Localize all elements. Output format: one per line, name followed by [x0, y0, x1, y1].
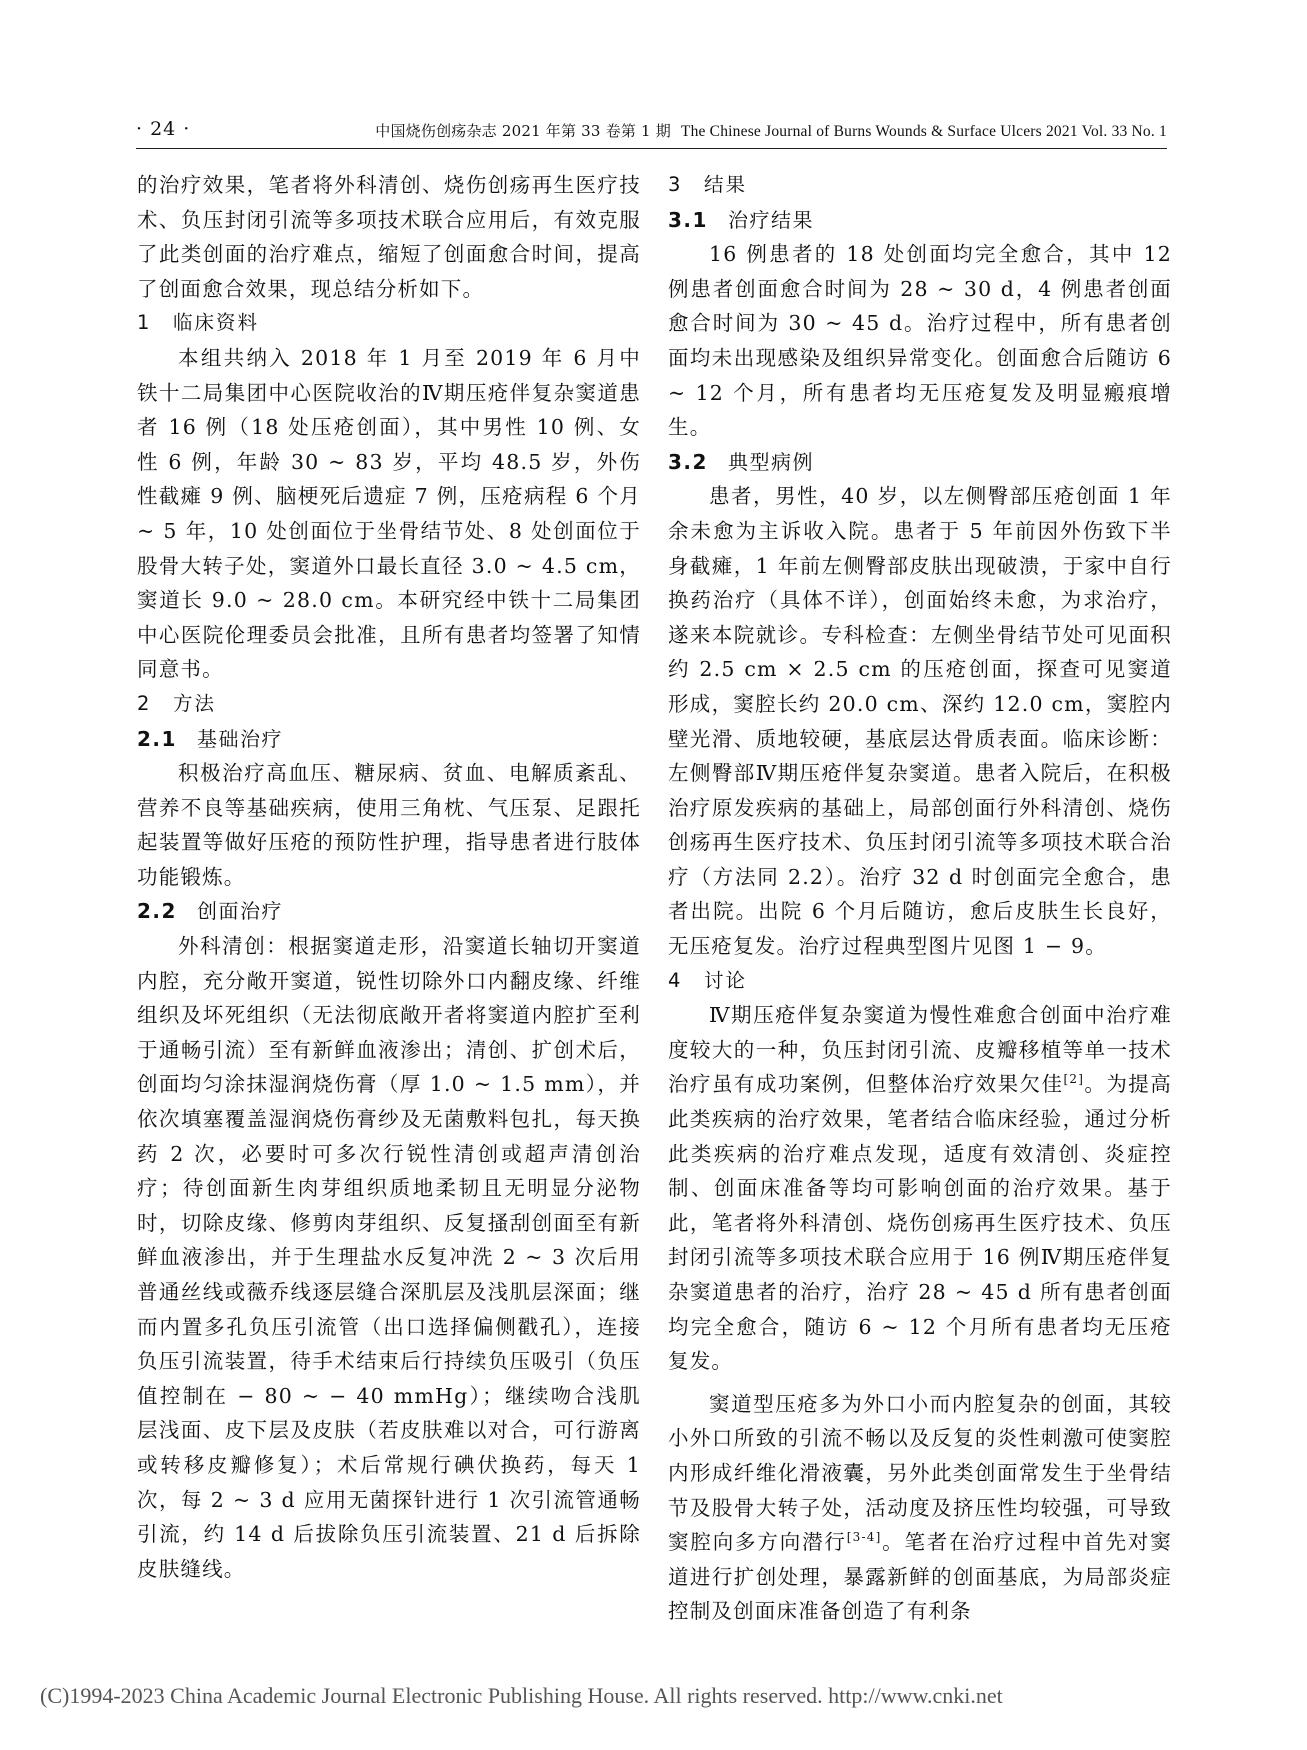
section-heading-2	[137, 687, 641, 722]
section-title: 方法	[173, 691, 217, 715]
paragraph-gap	[668, 1379, 1172, 1387]
subsection-heading-3-2	[668, 445, 1172, 480]
subsection-heading-2-2	[137, 894, 641, 929]
section-heading-3	[668, 168, 1172, 203]
paragraph-basic-treatment: 积极治疗高血压、糖尿病、贫血、电解质紊乱、营养不良等基础疾病，使用三角枕、气压泵、足跟托起装置等做好压疮的预防性护理，指导患者进行肢体功能锻炼。	[137, 761, 641, 889]
right-column	[668, 168, 1172, 1629]
section-heading-4	[668, 964, 1172, 999]
section-number: 2	[137, 691, 152, 715]
discussion-2-text-b: 。笔者在治疗过程中首先对窦道进行扩创处理，暴露新鲜的创面基底，为局部炎症控制及创面床准备创造了有利条	[668, 1530, 1172, 1624]
paragraph-typical-case: 患者，男性，40 岁，以左侧臀部压疮创面 1 年余未愈为主诉收入院。患者于 5 年前因外伤致下半身截瘫，1 年前左侧臀部皮肤出现破溃，于家中自行换药治疗（具体不详），创面始终未愈，为求治疗，遂来本院就诊。专科检查：左侧坐骨结节处可见面积约 2.5 cm × 2.5 cm 的压疮创面，探查可见窦道形成，窦腔长约 20.0 cm、深约 12.0 cm，窦腔内壁光滑、质地较硬，基底层达骨质表面。临床诊断：左侧臀部Ⅳ期压疮伴复杂窦道。患者入院后，在积极治疗原发疾病的基础上，局部创面行外科清创、烧伤创疡再生医疗技术、负压封闭引流等多项技术联合治疗（方法同 2.2）。治疗 32 d 时创面完全愈合，患者出院。出院 6 个月后随访，愈后皮肤生长良好，无压疮复发。治疗过程典型图片见图 1 − 9。	[668, 484, 1172, 959]
subsection-title: 治疗结果	[728, 207, 814, 232]
section-title: 临床资料	[173, 311, 260, 335]
discussion-1-text-b: 。为提高此类疾病的治疗效果，笔者结合临床经验，通过分析此类疾病的治疗难点发现，适度有效清创、炎症控制、创面床准备等均可影响创面的治疗效果。基于此，笔者将外科清创、烧伤创疡再生医疗技术、负压封闭引流等多项技术联合应用于 16 例Ⅳ期压疮伴复杂窦道患者的治疗，治疗 28 ~ 45 d 所有患者创面均完全愈合，随访 6 ~ 12 个月所有患者均无压疮复发。	[668, 1072, 1172, 1374]
paragraph-treatment-results: 16 例患者的 18 处创面均完全愈合，其中 12 例患者创面愈合时间为 28 ~ 30 d，4 例患者创面愈合时间为 30 ~ 45 d。治疗过程中，所有患者创面均未出现感染及组织异常变化。创面愈合后随访 6 ~ 12 个月，所有患者均无压疮复发及明显瘢痕增生。	[668, 242, 1172, 440]
paragraph-clinical-data: 本组共纳入 2018 年 1 月至 2019 年 6 月中铁十二局集团中心医院收治的Ⅳ期压疮伴复杂窦道患者 16 例（18 处压疮创面），其中男性 10 例、女性 6 例，年龄 30 ~ 83 岁，平均 48.5 岁，外伤性截瘫 9 例、脑梗死后遗症 7 例，压疮病程 6 个月 ~ 5 年，10 处创面位于坐骨结节处、8 处创面位于股骨大转子处，窦道外口最长直径 3.0 ~ 4.5 cm，窦道长 9.0 ~ 28.0 cm。本研究经中铁十二局集团中心医院伦理委员会批准，且所有患者均签署了知情同意书。	[137, 345, 641, 682]
journal-title-cn: 中国烧伤创疡杂志 2021 年第 33 卷第 1 期	[375, 122, 671, 140]
intro-continuation: 的治疗效果，笔者将外科清创、烧伤创疡再生医疗技术、负压封闭引流等多项技术联合应用后，有效克服了此类创面的治疗难点，缩短了创面愈合时间，提高了创面愈合效果，现总结分析如下。	[137, 173, 641, 301]
citation-ref: [3-4]	[846, 1530, 882, 1545]
citation-ref: [2]	[1063, 1072, 1085, 1087]
subsection-heading-2-1	[137, 722, 641, 757]
subsection-title: 创面治疗	[197, 899, 283, 924]
copyright-footer: (C)1994-2023 China Academic Journal Electronic Publishing House. All rights reserved. http://www.cnki.net	[40, 1683, 1003, 1708]
subsection-title: 基础治疗	[197, 726, 283, 751]
subsection-number: 2.1	[137, 726, 177, 751]
section-heading-1	[137, 306, 641, 341]
section-title: 讨论	[704, 968, 748, 992]
subsection-number: 2.2	[137, 899, 177, 924]
header-rule	[136, 148, 1167, 149]
left-column	[137, 168, 641, 1586]
section-number: 4	[668, 968, 683, 992]
subsection-title: 典型病例	[728, 449, 814, 474]
discussion-1-text-a: Ⅳ期压疮伴复杂窦道为慢性难愈合创面中治疗难度较大的一种，负压封闭引流、皮瓣移植等单一技术治疗虽有成功案例，但整体治疗效果欠佳	[668, 1003, 1172, 1097]
subsection-heading-3-1	[668, 203, 1172, 238]
paragraph-wound-treatment: 外科清创：根据窦道走形，沿窦道长轴切开窦道内腔，充分敞开窦道，锐性切除外口内翻皮缘、纤维组织及坏死组织（无法彻底敞开者将窦道内腔扩至利于通畅引流）至有新鲜血液渗出；清创、扩创术后，创面均匀涂抹湿润烧伤膏（厚 1.0 ~ 1.5 mm），并依次填塞覆盖湿润烧伤膏纱及无菌敷料包扎，每天换药 2 次，必要时可多次行锐性清创或超声清创治疗；待创面新生肉芽组织质地柔韧且无明显分泌物时，切除皮缘、修剪肉芽组织、反复搔刮创面至有新鲜血液渗出，并于生理盐水反复冲洗 2 ~ 3 次后用普通丝线或薇乔线逐层缝合深肌层及浅肌层深面；继而内置多孔负压引流管（出口选择偏侧戳孔），连接负压引流装置，待手术结束后行持续负压吸引（负压值控制在 − 80 ~ − 40 mmHg）；继续吻合浅肌层浅面、皮下层及皮肤（若皮肤难以对合，可行游离或转移皮瓣修复）；术后常规行碘伏换药，每天 1 次，每 2 ~ 3 d 应用无菌探针进行 1 次引流管通畅引流，约 14 d 后拔除负压引流装置、21 d 后拆除皮肤缝线。	[137, 934, 641, 1581]
paragraph-discussion-2	[668, 1387, 1172, 1629]
section-title: 结果	[704, 173, 748, 196]
paragraph-discussion-1	[668, 998, 1172, 1379]
section-number: 3	[668, 173, 683, 196]
subsection-number: 3.2	[668, 449, 708, 474]
discussion-2-text-a: 窦道型压疮多为外口小而内腔复杂的创面，其较小外口所致的引流不畅以及反复的炎性刺激可使窦腔内形成纤维化滑液囊，另外此类创面常发生于坐骨结节及股骨大转子处，活动度及挤压性均较强，可导致窦腔向多方向潜行	[668, 1391, 1172, 1555]
running-header	[340, 120, 1167, 141]
journal-title-en: The Chinese Journal of Burns Wounds & Surface Ulcers 2021 Vol. 33 No. 1	[680, 123, 1167, 140]
subsection-number: 3.1	[668, 207, 708, 232]
page-number: · 24 ·	[136, 118, 191, 140]
section-number: 1	[137, 311, 152, 335]
